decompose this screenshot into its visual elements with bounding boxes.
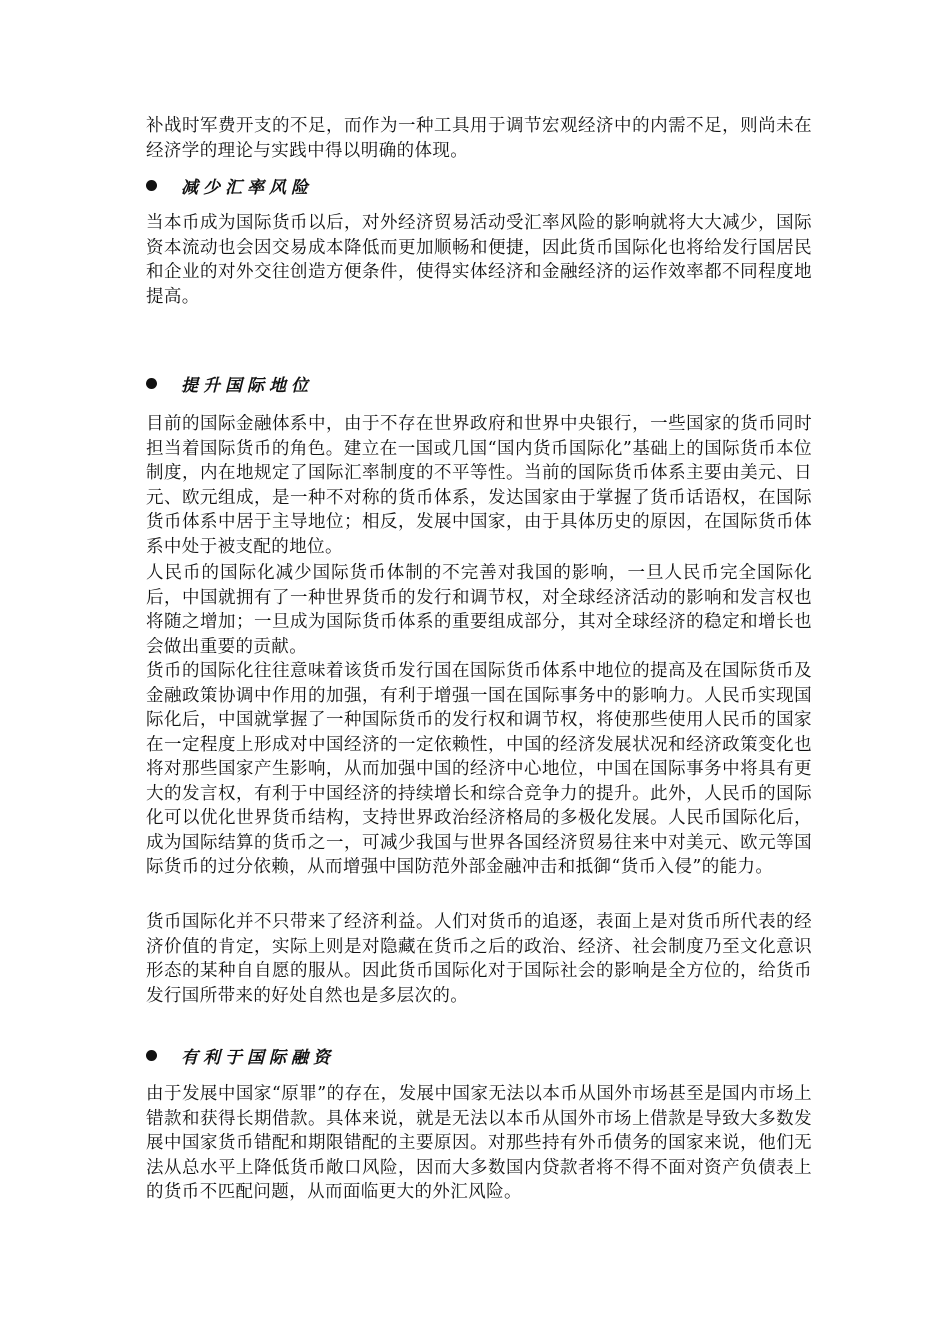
section-heading-text: 提升国际地位 [181,375,313,396]
bullet-icon [146,378,157,389]
section-heading-text: 有利于国际融资 [181,1047,335,1068]
section-2-paragraph-1: 目前的国际金融体系中，由于不存在世界政府和世界中央银行，一些国家的货币同时担当着国际货币的角色。建立在一国或几国“国内货币国际化”基础上的国际货币本位制度，内在地规定了国际汇率制度的不平等性。当前的国际货币体系主要由美元、日元、欧元组成，是一种不对称的货币体系，发达国家由于掌握了货币话语权，在国际货币体系中居于主导地位；相反，发展中国家，由于具体历史的原因，在国际货币体系中处于被支配的地位。 [146,414,812,557]
intro-paragraph: 补战时军费开支的不足，而作为一种工具用于调节宏观经济中的内需不足，则尚未在经济学的理论与实践中得以明确的体现。 [146,116,812,161]
section-heading-text: 减少汇率风险 [181,177,313,198]
section-heading-raise-international-status [146,371,313,395]
bullet-icon [146,1050,157,1061]
section-3-paragraph-1: 由于发展中国家“原罪”的存在，发展中国家无法以本币从国外市场甚至是国内市场上错款和获得长期借款。具体来说，就是无法以本币从国外市场上借款是导致大多数发展中国家货币错配和期限错配的主要原因。对那些持有外币债务的国家来说，他们无法从总水平上降低货币敞口风险，因而大多数国内贷款者将不得不面对资产负债表上的货币不匹配问题，从而面临更大的外汇风险。 [146,1084,812,1202]
section-2-paragraph-4: 货币国际化并不只带来了经济利益。人们对货币的追逐，表面上是对货币所代表的经济价值的肯定，实际上则是对隐藏在货币之后的政治、经济、社会制度乃至文化意识形态的某种自自愿的服从。因此货币国际化对于国际社会的影响是全方位的，给货币发行国所带来的好处自然也是多层次的。 [146,912,812,1006]
section-2-paragraph-2: 人民币的国际化减少国际货币体制的不完善对我国的影响，一旦人民币完全国际化后，中国就拥有了一种世界货币的发行和调节权，对全球经济活动的影响和发言权也将随之增加；一旦成为国际货币体系的重要组成部分，其对全球经济的稳定和增长也会做出重要的贡献。 [146,563,812,657]
section-heading-reduce-exchange-risk [146,173,313,197]
section-2-paragraph-3: 货币的国际化往往意味着该货币发行国在国际货币体系中地位的提高及在国际货币及金融政策协调中作用的加强，有利于增强一国在国际事务中的影响力。人民币实现国际化后，中国就掌握了一种国际货币的发行权和调节权，将使那些使用人民币的国家在一定程度上形成对中国经济的一定依赖性，中国的经济发展状况和经济政策变化也将对那些国家产生影响，从而加强中国的经济中心地位，中国在国际事务中将具有更大的发言权，有利于中国经济的持续增长和综合竞争力的提升。此外，人民币的国际化可以优化世界货币结构，支持世界政治经济格局的多极化发展。人民币国际化后，成为国际结算的货币之一，可减少我国与世界各国经济贸易往来中对美元、欧元等国际货币的过分依赖，从而增强中国防范外部金融冲击和抵御“货币入侵”的能力。 [146,661,812,877]
bullet-icon [146,180,157,191]
section-heading-international-financing [146,1043,335,1067]
section-1-paragraph-1: 当本币成为国际货币以后，对外经济贸易活动受汇率风险的影响就将大大减少，国际资本流动也会因交易成本降低而更加顺畅和便捷，因此货币国际化也将给发行国居民和企业的对外交往创造方便条件，使得实体经济和金融经济的运作效率都不同程度地提高。 [146,213,812,307]
